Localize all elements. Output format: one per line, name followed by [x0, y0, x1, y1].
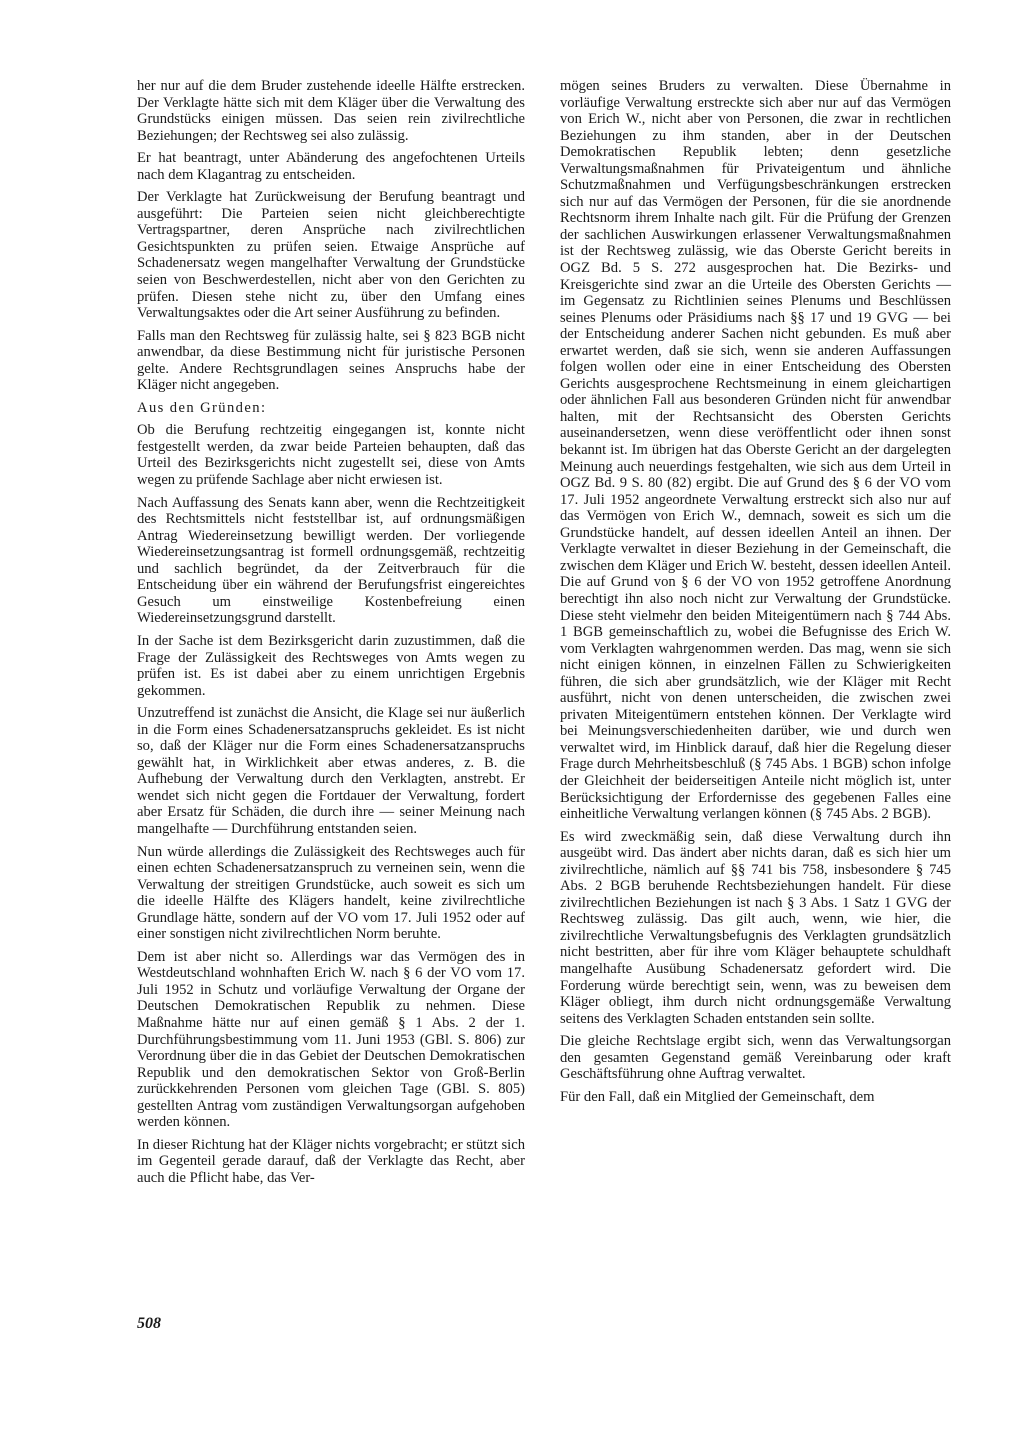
paragraph: Der Verklagte hat Zurückweisung der Berufung beantragt und ausgeführt: Die Parteien seien nicht gleichberechtigte Vertragspartner, deren Ansprüche nach zivilrechtlichen Gesichtspunkten zu prüfen seien. Etwaige Ansprüche auf Schadenersatz wegen mangelhafter Verwaltung der Grundstücke seien von Beschwerdestellen, nicht aber von den Gerichten zu prüfen. Diesen stehe nicht zu, über den Umfang eines Verwaltungsaktes oder die Art seiner Ausführung zu befinden. — [137, 189, 525, 322]
paragraph: Für den Fall, daß ein Mitglied der Gemeinschaft, dem — [560, 1088, 875, 1105]
paragraph: In der Sache ist dem Bezirksgericht darin zuzustimmen, daß die Frage der Zulässigkeit des Rechtsweges von Amts wegen zu prüfen ist. Es ist dabei aber zu einem unrichtigen Ergebnis gekommen. — [137, 632, 525, 699]
paragraph: Die gleiche Rechtslage ergibt sich, wenn das Verwaltungsorgan den gesamten Gegenstand gemäß Vereinbarung oder kraft Geschäftsführung ohne Auftrag verwaltet. — [560, 1033, 951, 1083]
paragraph: In dieser Richtung hat der Kläger nichts vorgebracht; er stützt sich im Gegenteil gerade darauf, daß der Verklagte das Recht, aber auch die Pflicht habe, das Ver- — [137, 1136, 525, 1186]
paragraph: Nach Auffassung des Senats kann aber, wenn die Rechtzeitigkeit des Rechtsmittels nicht feststellbar ist, auf ordnungsmäßigen Antrag Wiedereinsetzung bewilligt werden. Der vorliegende Wiedereinsetzungsantrag ist formell ordnungsgemäß, rechtzeitig und sachlich begründet, da der Zeitverbrauch für die Entscheidung über ein während der Berufungsfrist eingereichtes Gesuch um einstweilige Kostenbefreiung einen Wiedereinsetzungsgrund darstellt. — [137, 494, 525, 627]
paragraph: Er hat beantragt, unter Abänderung des angefochtenen Urteils nach dem Klagantrag zu entscheiden. — [137, 150, 525, 183]
section-heading: Aus den Gründen: — [137, 399, 267, 416]
paragraph: her nur auf die dem Bruder zustehende ideelle Hälfte erstrecken. Der Verklagte hätte sich mit dem Kläger über die Verwaltung des Grundstücks einigen müssen. Das seien rein zivilrechtliche Beziehungen; der Rechtsweg sei also zulässig. — [137, 78, 525, 144]
paragraph: Falls man den Rechtsweg für zulässig halte, sei § 823 BGB nicht anwendbar, da diese Bestimmung nicht für juristische Personen gelte. Andere Rechtsgrundlagen seines Anspruchs habe der Kläger nicht angegeben. — [137, 327, 525, 394]
paragraph: mögen seines Bruders zu verwalten. Diese Übernahme in vorläufige Verwaltung erstreckte sich aber nur auf das Vermögen von Erich W., nicht aber von Personen, die zwar in rechtlichen Beziehungen zu ihm standen, aber in der Deutschen Demokratischen Republik lebten; denn gesetzliche Verwaltungsmaßnahmen für Privateigentum und ähnliche Schutzmaßnahmen und Verfügungsbeschränkungen erstrecken sich nur auf das Vermögen der Personen, für die sie anordnende Rechtsnorm ihrem Inhalte nach gilt. Für die Prüfung der Grenzen der sachlichen Auswirkungen erlassener Verwaltungsmaßnahmen ist der Rechtsweg zulässig, wie das Oberste Gericht bereits in OGZ Bd. 5 S. 272 ausgesprochen hat. Die Bezirks- und Kreisgerichte sind zwar an die Urteile des Obersten Gerichts — im Gegensatz zu Richtlinien seines Plenums und Beschlüssen seines Plenums oder Präsidiums nach §§ 17 und 19 GVG — bei der Entscheidung anderer Sachen nicht gebunden. Es muß aber erwartet werden, daß sie sich, wenn sie anderen Auffassungen folgen wollen oder eine in einer Entscheidung des Obersten Gerichts ausgesprochene Rechtsmeinung in einem gleichartigen oder ähnlichen Fall aus besonderen Gründen nicht für anwendbar halten, mit der Rechtsansicht des Obersten Gerichts auseinandersetzen, wenn diese veröffentlicht oder ihnen sonst bekannt ist. Im übrigen hat das Oberste Gericht an der dargelegten Meinung auch neuerdings festgehalten, wie sich aus dem Urteil in OGZ Bd. 9 S. 80 (82) ergibt. Die auf Grund des § 6 der VO vom 17. Juli 1952 angeordnete Verwaltung erstreckt sich also nur auf das Vermögen von Erich W., demnach, soweit es sich um die Grundstücke handelt, auf dessen ideellen Anteil an ihnen. Der Verklagte verwaltet in dieser Beziehung in der Gemeinschaft, die zwischen dem Kläger und Erich W. besteht, dessen ideellen Anteil. Die auf Grund von § 6 der VO von 1952 getroffene Anordnung berechtigt ihn also noch nicht zur Verwaltung der Grundstücke. Diese steht vielmehr den beiden Miteigentümern nach § 744 Abs. 1 BGB gemeinschaftlich zu, wobei die Befugnisse des Erich W. vom Verklagten wahrgenommen werden. Das mag, wenn sie sich nicht einigen können, in einzelnen Fällen zu Schwierigkeiten führen, die sich aber grundsätzlich, wie der Kläger mit Recht ausführt, nicht von denen unterscheiden, die zwischen zwei privaten Miteigentümern entstehen können. Der Verklagte wird bei Meinungsverschiedenheiten darüber, wie und durch wen verwaltet wird, im Hinblick darauf, daß hier die Regelung dieser Frage durch Mehrheitsbeschluß (§ 745 Abs. 1 BGB) schon infolge der Gleichheit der beiderseitigen Anteile nicht möglich ist, unter Berücksichtigung der Erfordernisse des gegebenen Falles eine einheitliche Verwaltung verlangen können (§ 745 Abs. 2 BGB). — [560, 78, 951, 823]
page-number: 508 — [137, 1315, 161, 1332]
paragraph: Nun würde allerdings die Zulässigkeit des Rechtsweges auch für einen echten Schadenersatzanspruch zu verneinen sein, wenn die Verwaltung der streitigen Grundstücke, auch soweit es sich um die ideelle Hälfte des Klägers handelt, keine zivilrechtliche Grundlage hätte, sondern auf der VO vom 17. Juli 1952 oder auf einer sonstigen nicht zivilrechtlichen Norm beruhte. — [137, 843, 525, 943]
paragraph: Es wird zweckmäßig sein, daß diese Verwaltung durch ihn ausgeübt wird. Das ändert aber nichts daran, daß es sich hier um zivilrechtliche, nämlich auf §§ 741 bis 758, insbesondere § 745 Abs. 2 BGB beruhende Rechtsbeziehungen handelt. Für diese zivilrechtlichen Beziehungen ist nach § 3 Abs. 1 Satz 1 GVG der Rechtsweg zulässig. Das gilt auch, wenn, wie hier, die zivilrechtliche Verwaltungsbefugnis des Verklagten grundsätzlich nicht bestritten, aber für ihre vom Kläger behauptete schuldhaft mangelhafte Ausübung Schadenersatz gefordert wird. Die Forderung würde berechtigt sein, wenn, was zu beweisen dem Kläger obliegt, ihm durch nicht ordnungsgemäße Verwaltung seitens des Verklagten Schaden entstanden sein sollte. — [560, 828, 951, 1027]
paragraph: Dem ist aber nicht so. Allerdings war das Vermögen des in Westdeutschland wohnhaften Erich W. nach § 6 der VO vom 17. Juli 1952 in Schutz und vorläufige Verwaltung der Organe der Deutschen Demokratischen Republik zu nehmen. Diese Maßnahme hätte nur auf einen gemäß § 1 Abs. 2 der 1. Durchführungsbestimmung vom 11. Juni 1953 (GBl. S. 806) zur Verordnung über die in das Gebiet der Deutschen Demokratischen Republik und den demokratischen Sektor von Groß-Berlin zurückkehrenden Personen vom gleichen Tage (GBl. S. 805) gestellten Antrag vom zuständigen Verwaltungsorgan aufgehoben werden können. — [137, 948, 525, 1131]
right-column — [560, 78, 951, 1111]
paragraph: Ob die Berufung rechtzeitig eingegangen ist, konnte nicht festgestellt werden, da zwar beide Parteien behaupten, daß das Urteil des Bezirksgerichts nicht zugestellt sei, diese von Amts wegen zu prüfende Sachlage aber nicht erwiesen ist. — [137, 422, 525, 489]
paragraph: Unzutreffend ist zunächst die Ansicht, die Klage sei nur äußerlich in die Form eines Schadenersatzanspruchs gekleidet. Es ist nicht so, daß der Kläger nur die Form eines Schadenersatzanspruchs gewählt hat, in Wirklichkeit aber etwas anderes, z. B. die Aufhebung der Verwaltung durch den Verklagten, anstrebt. Er wendet sich nicht gegen die Fortdauer der Verwaltung, fordert aber Ersatz für Schäden, die durch ihre — seiner Meinung nach mangelhafte — Durchführung entstanden seien. — [137, 705, 525, 837]
left-column — [137, 78, 525, 1192]
